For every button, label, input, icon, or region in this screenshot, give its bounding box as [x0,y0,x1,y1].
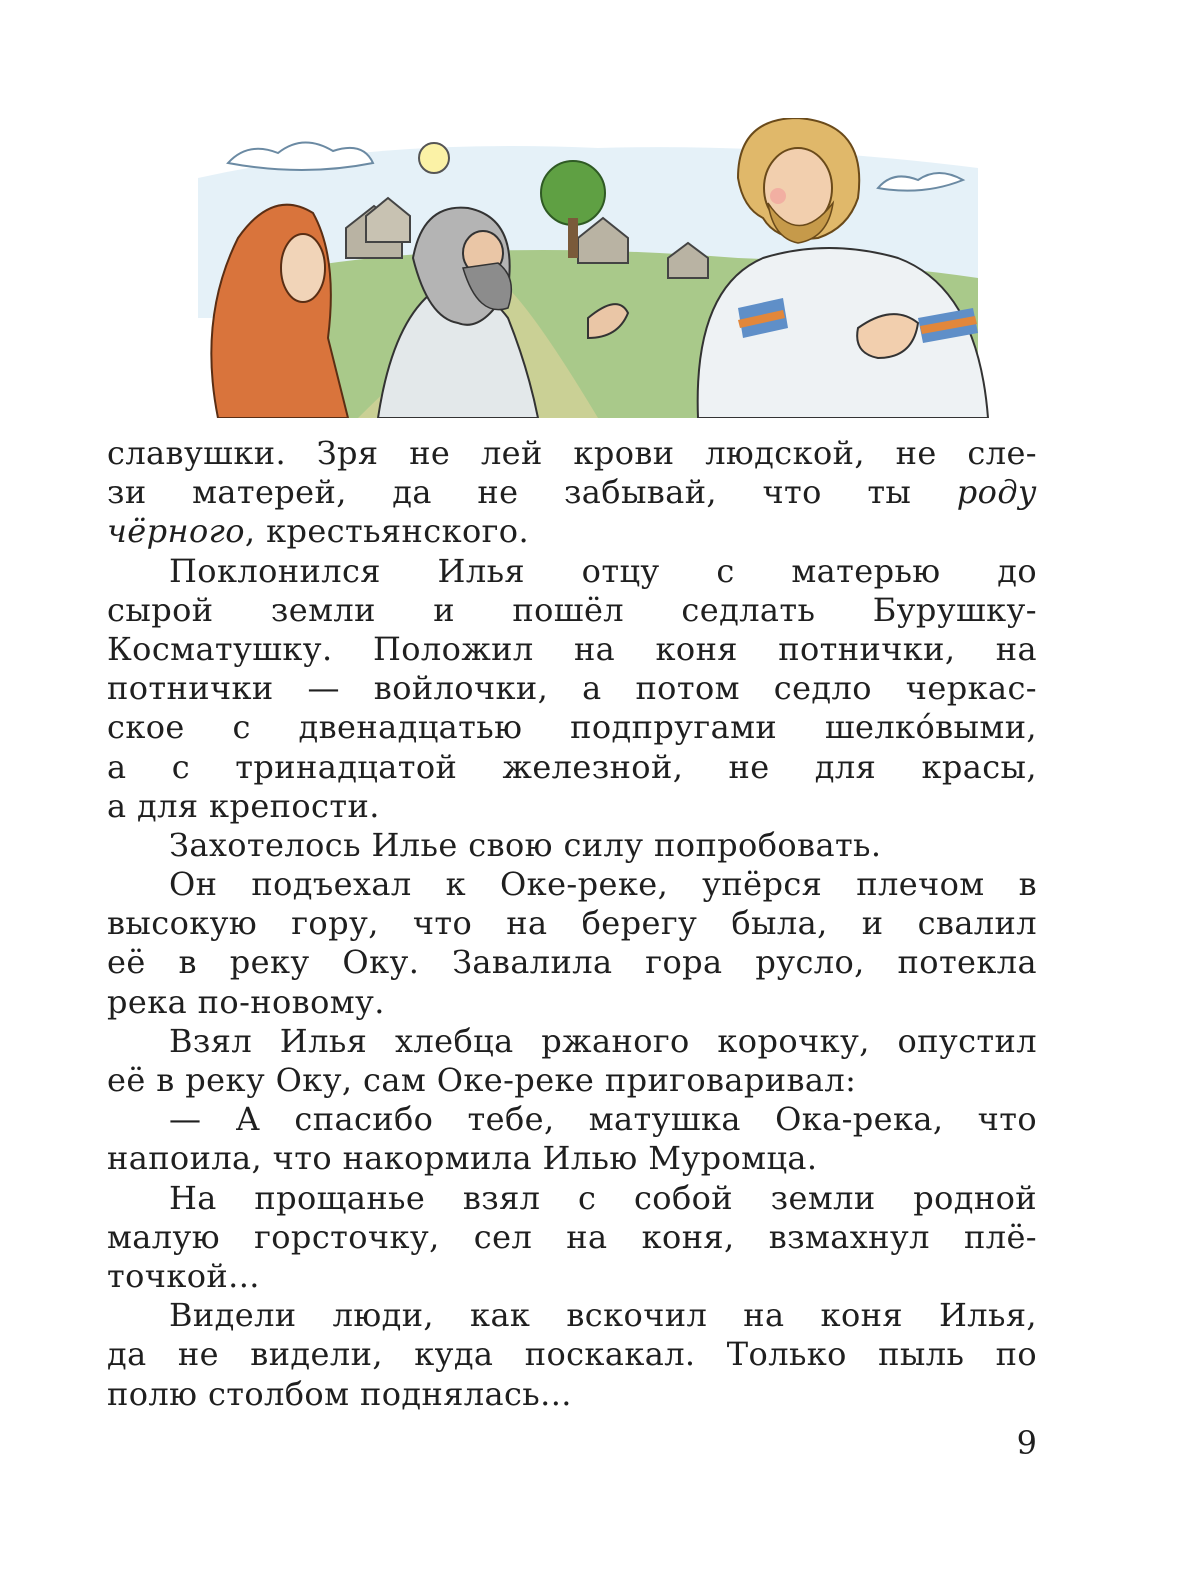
text-line: полю столбом поднялась... [107,1374,572,1413]
text-line: а с тринадцатой железной, не для красы, [107,747,1037,786]
text-line: высокую гору, что на берегу была, и свалил [107,904,1037,943]
text-line: а для крепости. [107,786,380,825]
text-line [107,512,1037,551]
text-line: её в реку Оку, сам Оке-реке приговаривал: [107,1061,857,1099]
text-line: Взял Илья хлебца ржаного корочку, опустил [169,1021,1037,1060]
text-line: Захотелось Илье свою силу попробовать. [169,825,882,864]
text-line: На прощанье взял с собой земли родной [169,1178,1037,1217]
story-illustration [178,118,998,418]
text-line: река по-новому. [107,982,385,1021]
italic-fragment: чёрного [107,512,245,551]
text-line: точкой... [107,1256,260,1295]
text-line: ское с двенадцатью подпругами шелко́выми, [107,708,1037,747]
village-scene-picture [178,118,998,418]
text-line: малую горсточку, сел на коня, взмахнул плё- [107,1217,1037,1256]
text-line [107,473,1037,512]
story-text [107,434,1037,1414]
text-line: да не видели, куда поскакал. Только пыль по [107,1335,1037,1374]
text-fragment: зи матерей, да не забывай, что ты [107,473,912,512]
text-line: славушки. Зря не лей крови людской, не сле- [107,434,1037,472]
text-line: потнички — войлочки, а потом седло черкас- [107,669,1037,708]
text-line: Он подъехал к Оке-реке, упёрся плечом в [169,865,1037,904]
text-line: Косматушку. Положил на коня потнички, на [107,629,1037,668]
page-number: 9 [1016,1424,1037,1462]
text-line: — А спасибо тебе, матушка Ока-река, что [169,1100,1037,1139]
text-fragment: , крестьянского. [244,512,530,551]
text-line: Поклонился Илья отцу с матерью до [169,551,1037,590]
italic-fragment: роду [956,473,1037,512]
text-line: её в реку Оку. Завалила гора русло, потекла [107,943,1037,982]
text-line: напоила, что накормила Илью Муромца. [107,1139,818,1178]
text-line: Видели люди, как вскочил на коня Илья, [169,1296,1037,1335]
text-line: сырой земли и пошёл седлать Бурушку- [107,590,1037,629]
